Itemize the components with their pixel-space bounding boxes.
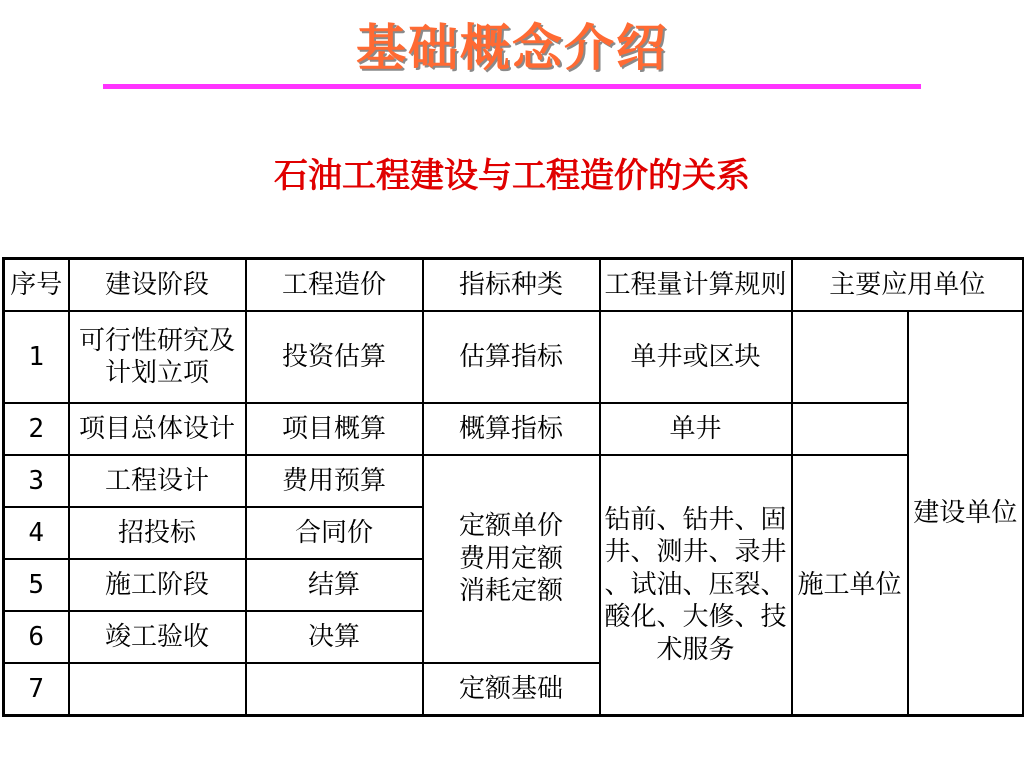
cell-stage: 工程设计	[69, 455, 246, 507]
cell-no: 3	[4, 455, 69, 507]
header-no: 序号	[4, 259, 69, 312]
cell-no: 1	[4, 311, 69, 403]
table-row	[4, 455, 1024, 507]
header-stage: 建设阶段	[69, 259, 246, 312]
cell-cost: 费用预算	[246, 455, 423, 507]
cell-cost: 结算	[246, 559, 423, 611]
cell-construction-unit: 施工单位	[792, 455, 908, 716]
cell-index: 定额基础	[423, 663, 600, 716]
cell-no: 7	[4, 663, 69, 716]
cell-stage: 可行性研究及 计划立项	[69, 311, 246, 403]
cell-rule: 单井	[600, 403, 792, 455]
table-header-row	[4, 259, 1024, 312]
table-row	[4, 403, 1024, 455]
cell-owner-unit: 建设单位	[908, 311, 1024, 716]
cell-no: 2	[4, 403, 69, 455]
cell-stage	[69, 663, 246, 716]
cell-index: 估算指标	[423, 311, 600, 403]
cell-index-merged: 定额单价 费用定额 消耗定额	[423, 455, 600, 663]
cell-unit-empty	[792, 311, 908, 403]
cell-no: 4	[4, 507, 69, 559]
title-underline	[103, 84, 921, 89]
cell-no: 6	[4, 611, 69, 663]
header-rule: 工程量计算规则	[600, 259, 792, 312]
cell-stage: 施工阶段	[69, 559, 246, 611]
cell-stage: 竣工验收	[69, 611, 246, 663]
cell-cost	[246, 663, 423, 716]
cell-rule-merged: 钻前、钻井、固 井、测井、录井 、试油、压裂、 酸化、大修、技 术服务	[600, 455, 792, 716]
cell-index: 概算指标	[423, 403, 600, 455]
cell-rule: 单井或区块	[600, 311, 792, 403]
header-index: 指标种类	[423, 259, 600, 312]
cell-no: 5	[4, 559, 69, 611]
relationship-table	[2, 257, 1024, 717]
cell-cost: 决算	[246, 611, 423, 663]
cell-cost: 项目概算	[246, 403, 423, 455]
cell-stage: 项目总体设计	[69, 403, 246, 455]
slide-subtitle: 石油工程建设与工程造价的关系	[274, 156, 750, 196]
cell-unit-empty	[792, 403, 908, 455]
cell-stage: 招投标	[69, 507, 246, 559]
cell-cost: 合同价	[246, 507, 423, 559]
cell-cost: 投资估算	[246, 311, 423, 403]
header-cost: 工程造价	[246, 259, 423, 312]
slide-title: 基础概念介绍	[356, 19, 668, 77]
table-row	[4, 311, 1024, 403]
header-unit: 主要应用单位	[792, 259, 1024, 312]
